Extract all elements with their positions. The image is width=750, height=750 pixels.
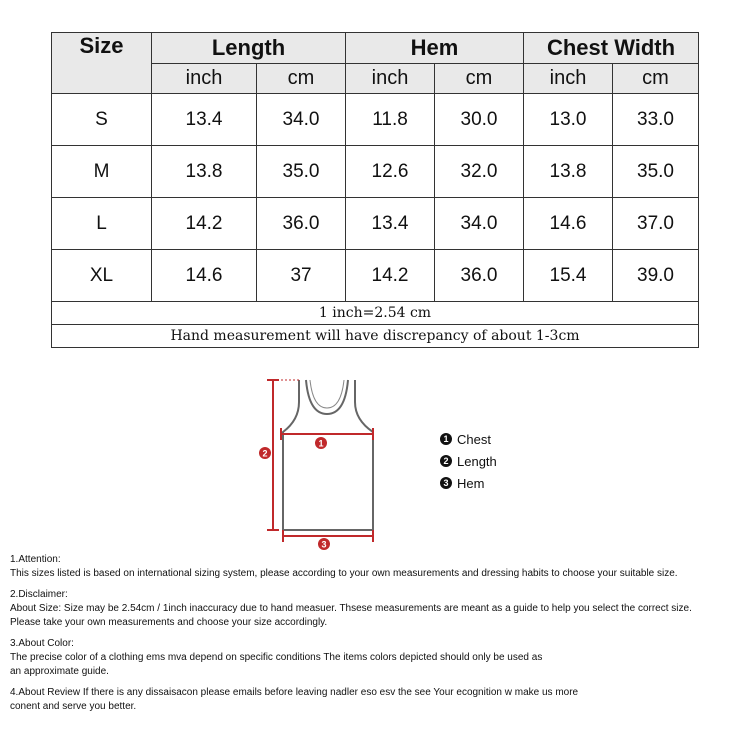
value-cell: 14.2 [152, 198, 257, 250]
value-cell: 14.2 [346, 250, 435, 302]
value-cell: 39.0 [613, 250, 699, 302]
legend-item [440, 472, 497, 494]
note-title: 2.Disclaimer: [10, 589, 68, 600]
value-cell: 13.0 [524, 94, 613, 146]
value-cell: 36.0 [435, 250, 524, 302]
header-length: Length [152, 33, 346, 64]
tank-top-neck-inner [310, 380, 344, 408]
value-cell: 13.4 [346, 198, 435, 250]
value-cell: 34.0 [435, 198, 524, 250]
conversion-note-row [52, 302, 699, 325]
marker-2-label: 2 [262, 448, 268, 459]
tank-top-neckline [306, 380, 348, 414]
value-cell: 37.0 [613, 198, 699, 250]
conversion-note: 1 inch=2.54 cm [52, 302, 699, 325]
table-row [52, 94, 699, 146]
size-chart-table [51, 32, 699, 348]
header-size: Size [52, 33, 152, 94]
value-cell: 37 [257, 250, 346, 302]
value-cell: 13.8 [152, 146, 257, 198]
note-line: an approximate guide. [10, 666, 109, 677]
discrepancy-note: Hand measurement will have discrepancy of about 1-3cm [52, 325, 699, 348]
value-cell: 30.0 [435, 94, 524, 146]
legend-number: 1 [440, 433, 452, 445]
marker-3-label: 3 [321, 539, 327, 550]
note-title: 1.Attention: [10, 554, 61, 565]
legend-item [440, 450, 497, 472]
note-line: Please take your own measurements and choose your size accordingly. [10, 617, 328, 628]
value-cell: 33.0 [613, 94, 699, 146]
value-cell: 32.0 [435, 146, 524, 198]
legend-number: 3 [440, 477, 452, 489]
note-review [10, 686, 748, 714]
unit-header: cm [613, 64, 699, 94]
table-row [52, 146, 699, 198]
note-attention [10, 553, 748, 581]
tank-top-outline [283, 380, 373, 530]
discrepancy-note-row [52, 325, 699, 348]
value-cell: 34.0 [257, 94, 346, 146]
unit-header: cm [257, 64, 346, 94]
unit-header: inch [152, 64, 257, 94]
legend-label: Chest [457, 431, 491, 447]
table-row [52, 198, 699, 250]
value-cell: 13.8 [524, 146, 613, 198]
value-cell: 15.4 [524, 250, 613, 302]
notes-section [10, 553, 748, 721]
table-header-row [52, 33, 699, 64]
value-cell: 14.6 [152, 250, 257, 302]
legend-number: 2 [440, 455, 452, 467]
note-title: 4.About Review If there is any dissaisacon please emails before leaving nadler eso esv the see Your ecognition w make us more [10, 687, 579, 698]
size-cell: XL [52, 250, 152, 302]
note-title: 3.About Color: [10, 638, 74, 649]
value-cell: 35.0 [613, 146, 699, 198]
size-cell: L [52, 198, 152, 250]
marker-1-label: 1 [318, 438, 324, 449]
value-cell: 11.8 [346, 94, 435, 146]
value-cell: 36.0 [257, 198, 346, 250]
tank-top-diagram [255, 372, 395, 552]
unit-header: inch [346, 64, 435, 94]
note-color [10, 637, 748, 679]
unit-header: cm [435, 64, 524, 94]
table-row [52, 250, 699, 302]
note-line: conent and serve you better. [10, 701, 137, 712]
value-cell: 12.6 [346, 146, 435, 198]
value-cell: 13.4 [152, 94, 257, 146]
legend-label: Hem [457, 475, 485, 491]
tank-top-svg [255, 372, 395, 552]
measurement-legend [440, 428, 497, 494]
value-cell: 35.0 [257, 146, 346, 198]
legend-item [440, 428, 497, 450]
note-line: About Size: Size may be 2.54cm / 1inch inaccuracy due to hand measuer. Thsese measurements are meant as a guide to help you select the correct size. [10, 603, 692, 614]
note-line: The precise color of a clothing ems mva depend on specific conditions The items colors depicted should only be used as [10, 652, 543, 663]
note-disclaimer [10, 588, 748, 630]
size-cell: S [52, 94, 152, 146]
value-cell: 14.6 [524, 198, 613, 250]
header-chest-width: Chest Width [524, 33, 699, 64]
size-cell: M [52, 146, 152, 198]
legend-label: Length [457, 453, 497, 469]
note-line: This sizes listed is based on international sizing system, please according to your own measurements and dressing habits to choose your suitable size. [10, 568, 678, 579]
header-hem: Hem [346, 33, 524, 64]
unit-header: inch [524, 64, 613, 94]
